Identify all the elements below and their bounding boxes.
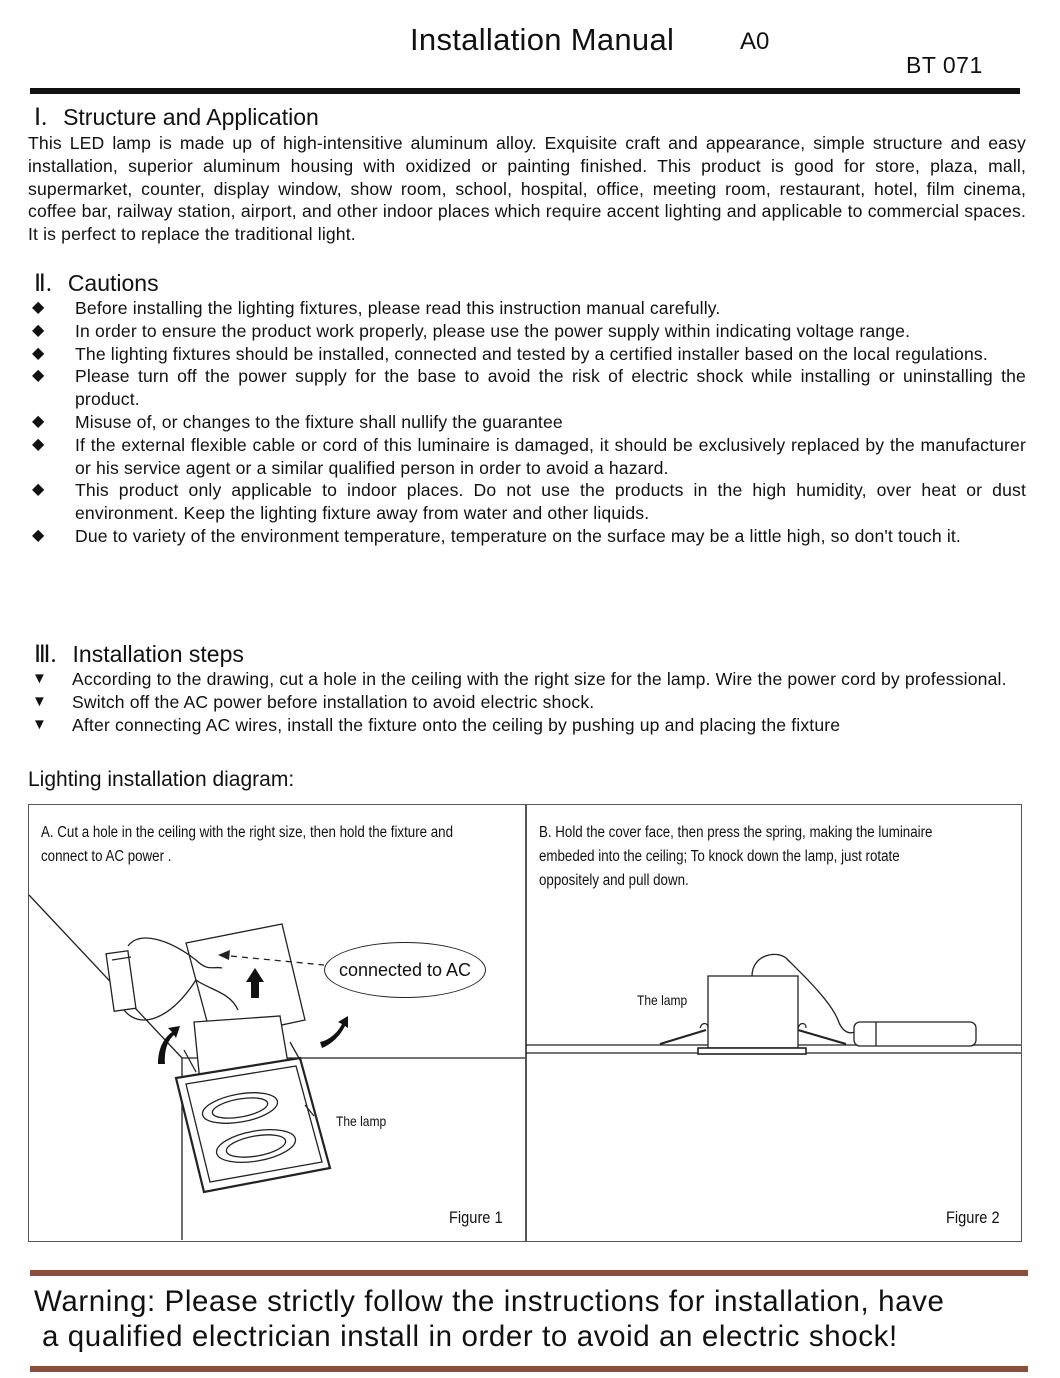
triangle-bullet-icon: ▼ [32, 670, 47, 687]
warning-rule-top [30, 1270, 1028, 1276]
list-item: ◆ Before installing the lighting fixtures, please read this instruction manual carefully. [32, 298, 721, 318]
panel-b-caption: B. Hold the cover face, then press the spring, making the luminaire embeded into the ceiling; To knock down the lamp, just rotate oppositely and pull down. [539, 824, 933, 889]
model-number: BT 071 [906, 52, 983, 78]
list-item: ◆ In order to ensure the product work properly, please use the power supply within indicating voltage range. [32, 320, 911, 341]
lamp-label-figure2: The lamp [637, 992, 688, 1008]
section3-numeral: Ⅲ. [34, 642, 57, 668]
diamond-bullet-icon: ◆ [32, 321, 45, 339]
figure1-label: Figure 1 [449, 1208, 503, 1227]
list-item: ◆ If the external flexible cable or cord of this luminaire is damaged, it should be exclusively replaced by the manufacturer or his service agent or a similar qualified person in order to avoid a hazard. [32, 434, 1026, 478]
triangle-bullet-icon: ▼ [32, 692, 47, 710]
list-item: ◆ The lighting fixtures should be installed, connected and tested by a certified installer based on the local regulations. [32, 343, 988, 364]
list-item: ◆ Misuse of, or changes to the fixture shall nullify the guarantee [32, 411, 563, 432]
list-item: ◆ Please turn off the power supply for the base to avoid the risk of electric shock while installing or uninstalling the product. [32, 366, 1026, 410]
lamp-fixture-figure2 [660, 976, 846, 1054]
lamp-fixture-figure1 [176, 1016, 330, 1192]
triangle-bullet-icon: ▼ [32, 715, 47, 733]
warning-rule-bottom [30, 1366, 1028, 1372]
diagram-title: Lighting installation diagram: [28, 768, 295, 791]
list-item: ◆ Due to variety of the environment temperature, temperature on the surface may be a little high, so don't touch it. [32, 525, 961, 546]
diamond-bullet-icon: ◆ [32, 435, 45, 453]
list-item: ▼ Switch off the AC power before installation to avoid electric shock. [32, 691, 595, 712]
diamond-bullet-icon: ◆ [32, 367, 45, 385]
section2-numeral: Ⅱ. [34, 271, 52, 297]
section1-title: Structure and Application [63, 104, 319, 130]
diamond-bullet-icon: ◆ [32, 526, 45, 544]
diamond-bullet-icon: ◆ [32, 299, 45, 316]
list-item: ▼ According to the drawing, cut a hole in the ceiling with the right size for the lamp. Wire the power cord by professional. [32, 669, 1007, 689]
driver-box-fig2 [854, 1022, 976, 1046]
diamond-bullet-icon: ◆ [32, 481, 45, 499]
ceiling-edge-line [29, 895, 182, 1058]
diamond-bullet-icon: ◆ [32, 344, 45, 362]
list-item: ◆ This product only applicable to indoor places. Do not use the products in the high humidity, over heat or dust environment. Keep the lighting fixture away from water and other liquids. [32, 480, 1026, 524]
section1-body: This LED lamp is made up of high-intensitive aluminum alloy. Exquisite craft and appearance, simple structure and easy installation, superior aluminum housing with oxidized or painting finished. This product is good for store, plaza, mall, supermarket, counter, display window, show room, school, hospital, office, meeting room, restaurant, hotel, film cinema, coffee bar, railway station, airport, and other indoor places which require accent lighting and applicable to commercial spaces. It is perfect to replace the traditional light. [28, 133, 1026, 245]
warning-text: Warning: Please strictly follow the instructions for installation, have a qualified electrician install in order to avoid an electric shock! [34, 1285, 945, 1353]
section2-title: Cautions [67, 270, 159, 296]
panel-a-caption: A. Cut a hole in the ceiling with the right size, then hold the fixture and connect to AC power . [41, 824, 453, 865]
lamp-label-figure1: The lamp [336, 1113, 387, 1129]
revision-code: A0 [740, 28, 770, 55]
connected-to-ac-callout: connected to AC [324, 942, 486, 998]
list-item: ▼ After connecting AC wires, install the fixture onto the ceiling by pushing up and placing the fixture [32, 714, 841, 735]
figure2-label: Figure 2 [946, 1208, 1000, 1227]
section1-numeral: Ⅰ. [34, 105, 48, 131]
document-title: Installation Manual [410, 22, 675, 57]
section3-title: Installation steps [72, 641, 244, 667]
driver-box [106, 951, 136, 1011]
diamond-bullet-icon: ◆ [32, 412, 45, 430]
